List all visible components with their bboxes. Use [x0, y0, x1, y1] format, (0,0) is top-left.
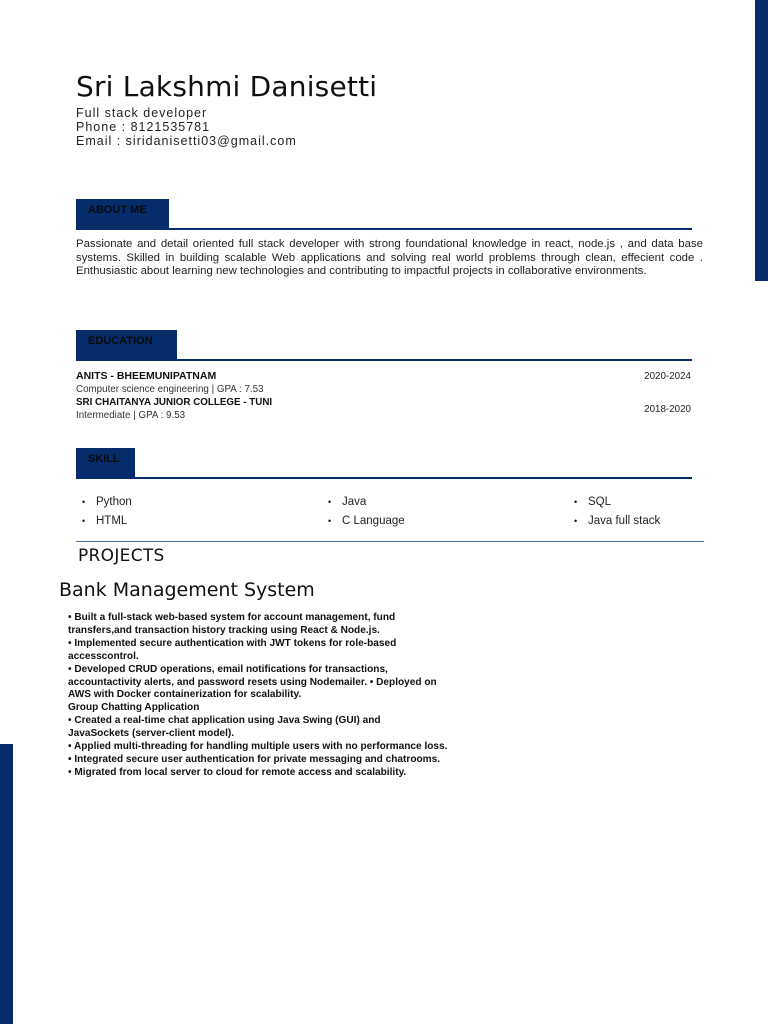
skill-section-heading: SKILL [76, 448, 135, 477]
project-line: • Implemented secure authentication with JWT tokens for role-based [68, 637, 397, 649]
skill-item: Java [342, 496, 367, 508]
education-detail-1: Computer science engineering | GPA : 7.53 [76, 384, 264, 395]
project-line: • Integrated secure user authentication for private messaging and chatrooms. [68, 753, 441, 765]
skill-divider [76, 477, 692, 479]
bullet-icon: • [574, 497, 578, 507]
bullet-icon: • [82, 497, 86, 507]
skill-item: HTML [96, 515, 128, 527]
email-address: Email : siridanisetti03@gmail.com [76, 134, 297, 148]
project-line: • Developed CRUD operations, email notifications for transactions, [68, 663, 388, 675]
decorative-bar-right [755, 0, 768, 281]
project-line: Group Chatting Application [68, 702, 200, 714]
about-section-heading: ABOUT ME [76, 199, 169, 228]
project-line: • Built a full-stack web-based system for account management, fund [68, 612, 396, 623]
skill-item: SQL [588, 496, 612, 508]
skill-item: Java full stack [588, 515, 661, 527]
education-detail-2: Intermediate | GPA : 9.53 [76, 410, 186, 421]
bullet-icon: • [574, 516, 578, 526]
projects-divider [76, 541, 704, 542]
project-line: • Migrated from local server to cloud for remote access and scalability. [68, 766, 407, 778]
job-title: Full stack developer [76, 106, 208, 120]
about-text: Passionate and detail oriented full stack developer with strong foundational knowledge in react, node.js , and data base systems. Skilled in building scalable Web applications and solving real world problems through clean, effecient code . Enthusiastic about learning new technologies and contributing to impactful projects in collaborative environments. [76, 238, 703, 278]
projects-section-heading: PROJECTS [78, 546, 165, 566]
project-line: JavaSockets (server-client model). [68, 728, 235, 740]
project-line: AWS with Docker containerization for scalability. [68, 689, 302, 701]
education-school-1: ANITS - BHEEMUNIPATNAM [76, 370, 217, 382]
education-divider [76, 359, 692, 361]
bullet-icon: • [328, 516, 332, 526]
project-line: • Applied multi-threading for handling multiple users with no performance loss. [68, 741, 448, 753]
education-section-heading: EDUCATION [76, 330, 177, 359]
phone-number: Phone : 8121535781 [76, 120, 211, 134]
skill-item: Python [96, 496, 132, 508]
education-years-2: 2018-2020 [644, 404, 691, 415]
project-description [68, 612, 528, 780]
about-divider [76, 228, 692, 230]
skill-item: C Language [342, 515, 405, 527]
education-school-2: SRI CHAITANYA JUNIOR COLLEGE - TUNI [76, 397, 273, 408]
project-line: transfers,and transaction history tracking using React & Node.js. [68, 624, 380, 636]
bullet-icon: • [328, 497, 332, 507]
project-line: • Created a real-time chat application using Java Swing (GUI) and [68, 715, 381, 727]
bullet-icon: • [82, 516, 86, 526]
decorative-bar-left [0, 744, 13, 1024]
project-title: Bank Management System [59, 579, 315, 601]
project-line: accountactivity alerts, and password resets using Nodemailer. • Deployed on [68, 676, 437, 688]
candidate-name: Sri Lakshmi Danisetti [76, 70, 378, 103]
project-line: accesscontrol. [68, 650, 139, 662]
education-years-1: 2020-2024 [644, 371, 691, 382]
